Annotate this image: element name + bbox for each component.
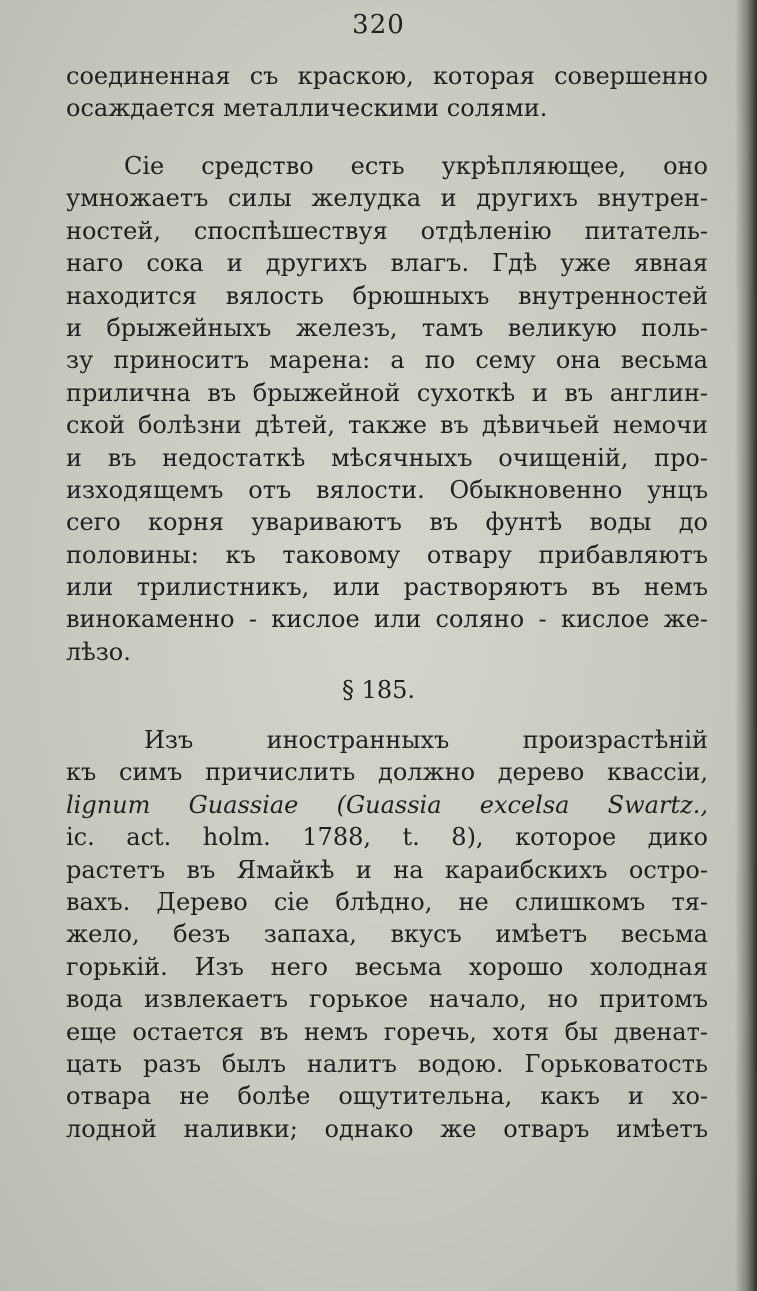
text-line: ic. act. holm. 1788, t. 8), которое дико: [66, 823, 708, 852]
paragraph-1: [66, 60, 708, 125]
text-line: зу приноситъ марена: а по сему она весьма: [66, 346, 708, 375]
text-line: соединенная съ краскою, которая совершенно: [66, 62, 708, 90]
paragraph-3: [66, 724, 708, 1145]
text-line-latin: lignum Guassiae (Guassia excelsa Swartz.,: [66, 790, 708, 819]
page-edge-shadow: [735, 0, 757, 1291]
text-line: вахъ. Дерево сіе блѣдно, не слишкомъ тя-: [66, 887, 708, 916]
text-line: прилична въ брыжейной сухоткѣ и въ англин-: [66, 378, 708, 407]
paragraph-2: [66, 150, 708, 668]
text-line: винокаменно - кислое или соляно - кислое же-: [66, 605, 708, 634]
text-line: растетъ въ Ямайкѣ и на караибскихъ остро-: [66, 855, 708, 884]
text-line: еще остается въ немъ горечь, хотя бы двенат-: [66, 1017, 708, 1046]
text-line: изходящемъ отъ вялости. Обыкновенно унцъ: [66, 475, 708, 504]
text-line: ностей, споспѣшествуя отдѣленію питатель-: [66, 216, 708, 245]
text-line: лѣзо.: [66, 637, 131, 666]
text-line: и брыжейныхъ железъ, тамъ великую поль-: [66, 313, 708, 342]
text-line: Сіе средство есть укрѣпляющее, оно: [124, 152, 708, 180]
text-line: лодной наливки; однако же отваръ имѣетъ: [66, 1114, 708, 1143]
section-heading: § 185.: [341, 676, 416, 704]
text-line: находится вялость брюшныхъ внутренностей: [66, 281, 708, 310]
text-line: ской болѣзни дѣтей, также въ дѣвичьей немочи: [66, 411, 708, 440]
text-line: половины: къ таковому отвару прибавляютъ: [66, 540, 708, 569]
text-line: горькій. Изъ него весьма хорошо холодная: [66, 952, 708, 981]
text-line: умножаетъ силы желудка и другихъ внутрен-: [66, 184, 708, 213]
text-line: отвара не болѣе ощутительна, какъ и хо-: [66, 1082, 708, 1111]
text-line: вода извлекаетъ горькое начало, но притомъ: [66, 985, 708, 1014]
text-line: къ симъ причислить должно дерево квассіи,: [66, 758, 708, 787]
page-number: 320: [352, 10, 405, 40]
text-line: или трилистникъ, или растворяютъ въ немъ: [66, 573, 708, 602]
text-line: Изъ иностранныхъ произрастѣній: [144, 726, 708, 754]
text-line: наго сока и другихъ влагъ. Гдѣ уже явная: [66, 249, 708, 278]
text-line: жело, безъ запаха, вкусъ имѣетъ весьма: [66, 920, 708, 949]
text-line: осаждается металлическими солями.: [66, 94, 548, 123]
text-line: цать разъ былъ налитъ водою. Горьковатость: [66, 1049, 708, 1078]
text-line: сего корня увариваютъ въ фунтѣ воды до: [66, 508, 708, 537]
text-line: и въ недостаткѣ мѣсячныхъ очищеній, про-: [66, 443, 708, 472]
